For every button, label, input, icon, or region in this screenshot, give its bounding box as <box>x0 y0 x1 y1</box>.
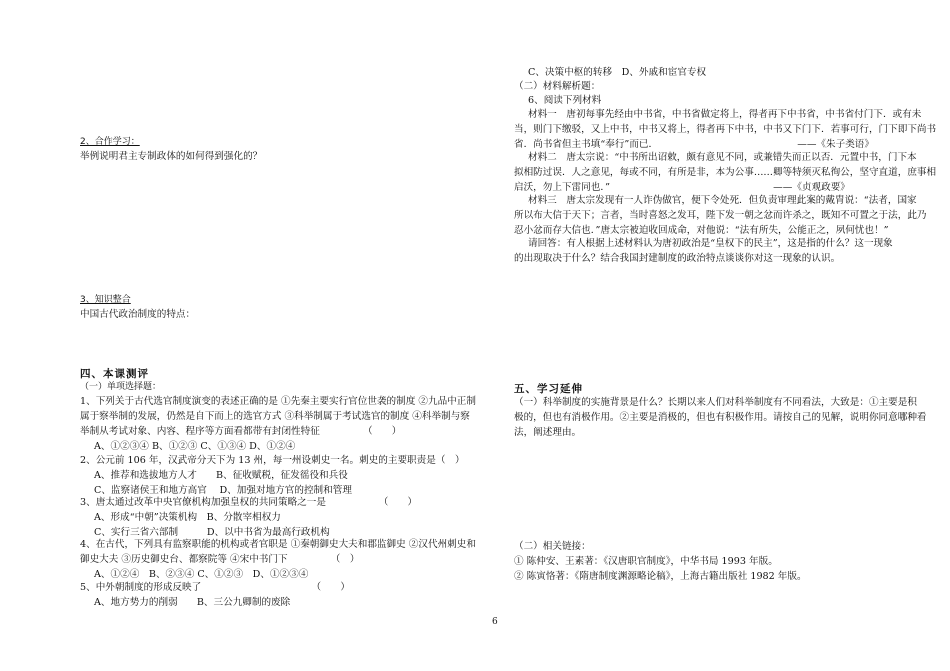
question-stem: 5、中外朝制度的形成反映了 （ ） <box>80 582 350 593</box>
question-6-title: 6、阅读下列材料 <box>528 95 602 106</box>
material-line: 忍小忿而存大信也．”唐太宗被迫收回成命，对他说：“法有所失，公能正之，夙何忧也！” <box>514 224 889 236</box>
reference-item: ② 陈寅恪著：《隋唐制度渊源略论稿》，上海古籍出版社 1982 年版。 <box>514 570 807 582</box>
material-line: 省．尚书省但主书填“奉行”而已． ——《朱子类语》 <box>514 138 874 150</box>
material-line: 当，则门下缴驳，又上中书，中书又将上，得者再下中书，中书又下门下．若事可行，门下即下尚书 <box>514 123 937 135</box>
extension-line: 极的，但也有消极作用。②主要是消极的，但也有积极作用。请按自己的见解，说明你同意哪种看 <box>514 411 927 423</box>
material-1 <box>514 108 936 153</box>
prompt-line: 请回答：有人根据上述材料认为唐初政治是“皇权下的民主”，这是指的什么？这一现象 <box>528 238 893 249</box>
question-line: 4、在古代，下列具有监察职能的机构或者官职是 ①秦朝御史大夫和郡监御史 ②汉代州刺史和 <box>80 539 476 550</box>
question-5-continued-options: C、决策中枢的转移 D、外戚和宦官专权 <box>528 67 707 78</box>
question-option-row: C、监察诸侯王和地方高官 D、加强对地方官的控制和管理 <box>94 484 352 496</box>
page-number: 6 <box>492 617 498 627</box>
question-line: 属于察举制的发展，仍然是自下而上的选官方式 ③科举制属于考试选官的制度 ④科举制与察 <box>80 410 470 422</box>
extension-line: 法，阐述理由。 <box>514 426 582 438</box>
question-stem: 2、公元前 106 年，汉武帝分天下为 13 州，每一州设刺史一名。刺史的主要职责是（ ） <box>80 455 465 466</box>
question-6-prompt <box>514 237 893 267</box>
question-line: 御史大夫 ③历史御史台、都察院等 ④宋中书门下 （ ） <box>80 553 360 565</box>
section-4-title: 四、本课测评 <box>80 368 149 380</box>
question-option-row: C、实行三省六部制 D、以中书省为最高行政机构 <box>94 526 330 538</box>
question-line: 举制从考试对象、内容、程序等方面看都带有封闭性特征 （ ） <box>80 425 402 437</box>
coop-learning-question: 举例说明君主专制政体的如何得到强化的？ <box>80 151 263 162</box>
extension-question <box>514 396 927 441</box>
question-option-row: A、地方势力的削弱 B、三公九卿制的废除 <box>94 596 291 608</box>
material-line: 启沃，勿上下雷同也．” ——《贞观政要》 <box>514 181 850 193</box>
question-options: A、①②③④ B、①②③ C、①③④ D、①②④ <box>94 440 296 452</box>
material-line: 材料二 唐太宗说：“中书所出诏敕，颇有意见不同，或兼错失而正以否．元置中书，门下本 <box>528 152 917 163</box>
question-option-row: A、推荐和选拔地方人才 B、征收赋税，征发徭役和兵役 <box>94 469 348 481</box>
coop-learning-heading: 2、合作学习： <box>80 137 140 147</box>
knowledge-integration-heading: 3、知识整合 <box>80 295 131 305</box>
material-2 <box>514 151 936 196</box>
related-links <box>514 540 807 585</box>
related-links-heading: （二）相关链接： <box>514 541 591 552</box>
question-3 <box>80 496 417 541</box>
knowledge-integration-question: 中国古代政治制度的特点： <box>80 309 196 320</box>
material-analysis-heading: （二）材料解析题： <box>514 81 601 92</box>
question-option-row: A、形成“中朝”决策机构 B、分散宰相权力 <box>94 511 281 523</box>
prompt-line: 的出现取决于什么？结合我国封建制度的政治特点谈谈你对这一现象的认识。 <box>514 252 841 264</box>
material-line: 材料三 唐太宗发现有一人诈伪做官，便下令处死．但负责审理此案的戴胄说：“法者，国家 <box>528 195 917 206</box>
question-2 <box>80 454 465 499</box>
material-line: 拟相防过误．人之意见，每或不同，有所是非，本为公事……卿等特须灭私徇公，坚守直道，庶事相 <box>514 166 937 178</box>
question-4 <box>80 538 476 583</box>
section-5-title: 五、学习延伸 <box>514 383 583 395</box>
question-stem: 3、唐太通过改革中央官僚机构加强皇权的共同策略之一是 （ ） <box>80 497 418 508</box>
material-line: 材料一 唐初每事先经由中书省，中书省做定将上，得者再下中书省，中书省付门下．或有未 <box>528 109 922 120</box>
reference-item: ① 陈仲安、王素著：《汉唐职官制度》，中华书局 1993 年版。 <box>514 555 778 567</box>
extension-line: （一）科举制度的实施背景是什么？长期以来人们对科举制度有不同看法，大致是：①主要是积 <box>514 397 917 408</box>
question-line: 1、下列关于古代选官制度演变的表述正确的是 ①先秦主要实行官位世袭的制度 ②九品中正制 <box>80 396 476 407</box>
question-5 <box>80 581 350 611</box>
question-options: A、①②④ B、②③④ C、①②③ D、①②③④ <box>94 568 309 580</box>
question-1 <box>80 395 476 454</box>
material-3 <box>514 194 927 239</box>
material-line: 所以布大信于天下；言者，当时喜怒之发耳，陛下发一朝之忿而许杀之，既知不可置之于法，此乃 <box>514 209 927 221</box>
multiple-choice-heading: （一）单项选择题： <box>80 382 162 392</box>
